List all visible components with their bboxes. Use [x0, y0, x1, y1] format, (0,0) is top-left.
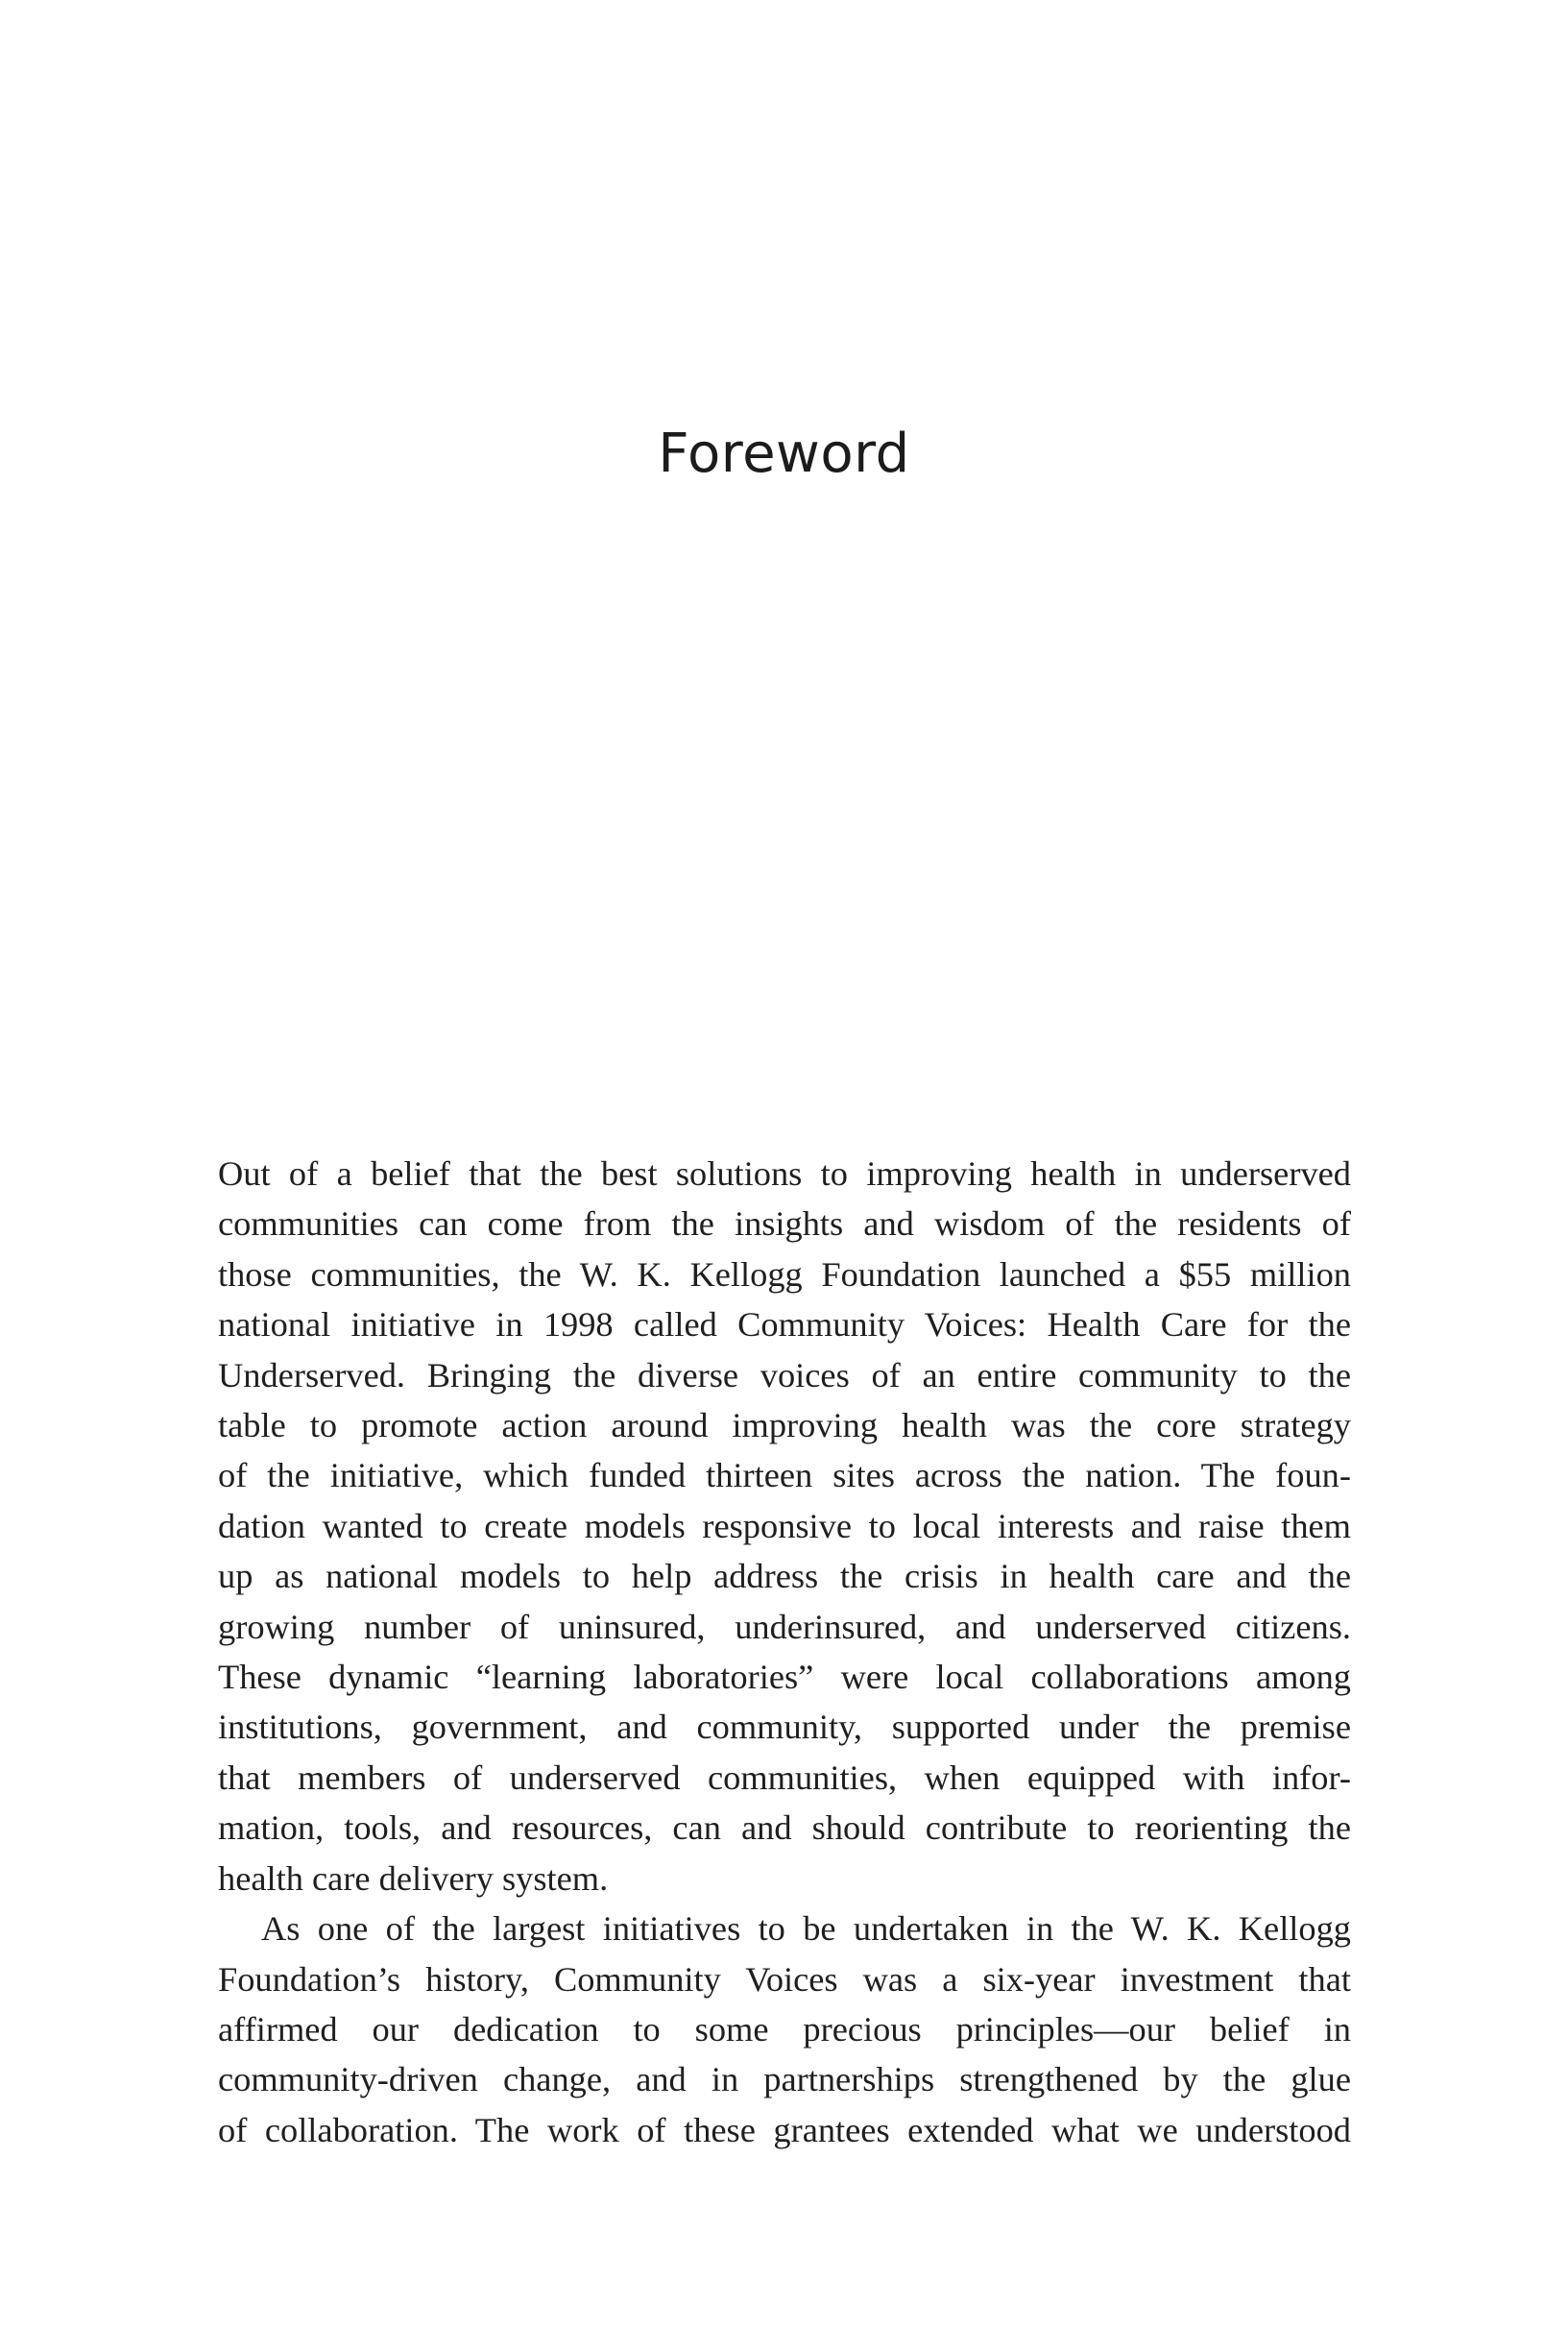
text-line: growing number of uninsured, underinsured, and underserved citizens.: [218, 1607, 1351, 1646]
text-line: Out of a belief that the best solutions to improving health in underserved: [218, 1154, 1351, 1193]
text-line: institutions, government, and community, supported under the premise: [218, 1708, 1351, 1747]
text-line: that members of underserved communities, when equipped with infor-: [218, 1758, 1351, 1797]
text-line: Foundation’s history, Community Voices was a six-year investment that: [218, 1959, 1351, 1999]
text-line: up as national models to help address the crisis in health care and the: [218, 1557, 1351, 1596]
paragraph-2: [218, 1903, 1351, 2155]
text-line: As one of the largest initiatives to be undertaken in the W. K. Kellogg: [261, 1909, 1351, 1949]
text-line: affirmed our dedication to some precious principles—our belief in: [218, 2009, 1351, 2049]
text-line: table to promote action around improving health was the core strategy: [218, 1406, 1351, 1445]
body-text: [218, 1149, 1351, 2155]
text-line: Underserved. Bringing the diverse voices of an entire community to the: [218, 1355, 1351, 1394]
text-line: national initiative in 1998 called Community Voices: Health Care for the: [218, 1305, 1351, 1345]
text-line: those communities, the W. K. Kellogg Foundation launched a $55 million: [218, 1254, 1351, 1294]
text-line: community-driven change, and in partnerships strengthened by the glue: [218, 2060, 1351, 2099]
text-line: communities can come from the insights and wisdom of the residents of: [218, 1204, 1351, 1244]
text-line: dation wanted to create models responsive to local interests and raise them: [218, 1506, 1351, 1545]
text-line: These dynamic “learning laboratories” were local collaborations among: [218, 1658, 1351, 1697]
text-line: of collaboration. The work of these grantees extended what we understood: [218, 2110, 1351, 2149]
paragraph-1: [218, 1149, 1351, 1903]
text-line: mation, tools, and resources, can and should contribute to reorienting the: [218, 1808, 1351, 1848]
text-line: of the initiative, which funded thirteen sites across the nation. The foun-: [218, 1456, 1351, 1495]
text-line: health care delivery system.: [218, 1858, 609, 1898]
page-title: Foreword: [658, 423, 910, 485]
